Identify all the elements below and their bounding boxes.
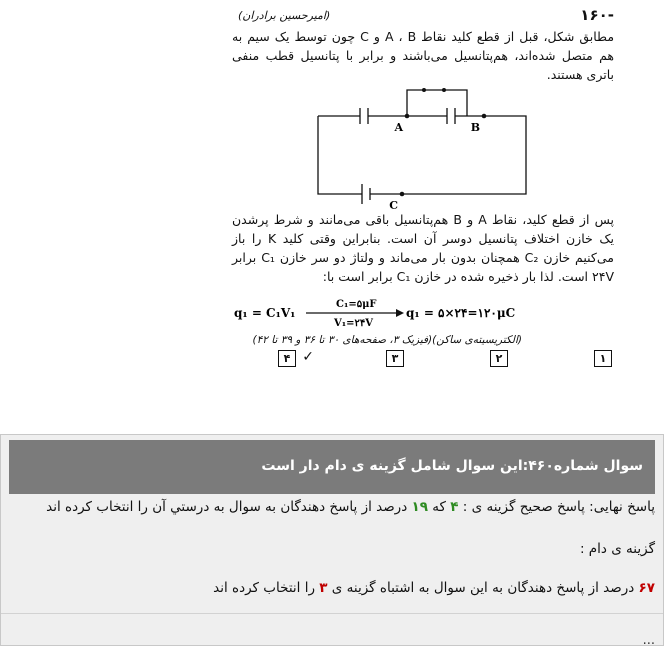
trap-option-label: گزینه ی دام :	[579, 541, 655, 557]
option-4-box: ۴	[278, 350, 296, 367]
option-3-box: ۳	[386, 350, 404, 367]
circuit-diagram	[312, 82, 532, 212]
source-reference: (الکتریسیته‌ی ساکن)(فیزیک ۳، صفحه‌های ۳۰ تا ۳۶ و ۳۹ تا ۴۲)	[252, 334, 522, 346]
trap-option-number: ۳	[319, 580, 328, 596]
node-c-dot	[400, 192, 405, 197]
formula-under: V₁=۲۴V	[334, 318, 374, 329]
final-answer-line	[46, 499, 655, 515]
solution-paragraph-1: مطابق شکل، قبل از قطع کلید نقاط A ، B و C چون توسط یک سیم به هم متصل شده‌اند، هم‌پتانسیل می‌باشند و برابر با پتانسیل قطب منفی باتری هستند.	[232, 29, 615, 82]
answer-options	[228, 350, 614, 370]
final-answer-tail: درصد از پاسخ دهندگان به سوال به درستي آن را انتخاب کرده اند	[46, 499, 412, 515]
question-number: -۱۶۰	[580, 6, 614, 24]
charge-formula	[232, 295, 516, 335]
formula-arrowhead	[396, 309, 404, 317]
correct-check-icon: ✓	[302, 349, 314, 365]
option-1-box: ۱	[594, 350, 612, 367]
node-a-label: A	[394, 121, 403, 134]
switch-contact-right	[442, 88, 446, 92]
solution-paragraph-2: پس از قطع کلید، نقاط A و B هم‌پتانسیل باقی می‌مانند و شرط پرشدن یک خازن اختلاف پتانسیل دوسر آن است. بنابراین وقتی کلید K را باز می‌کنیم خازن C₂ همچنان بدون بار می‌ماند و ولتاژ دو سر خازن C₁ برابر ۲۴V است. لذا بار ذخیره شده در خازن C₁ برابر است با:	[232, 212, 614, 284]
node-c-label: C	[389, 199, 398, 212]
node-a-dot	[405, 114, 410, 119]
trap-stat-line	[213, 580, 655, 596]
formula-over: C₁=۵μF	[336, 299, 377, 310]
panel-divider	[1, 613, 663, 614]
panel-header	[9, 440, 655, 494]
final-answer-connector: که	[427, 499, 451, 515]
trap-percent: ۶۷	[638, 580, 655, 596]
question-header	[228, 6, 614, 26]
correct-percent: ۱۹	[411, 499, 428, 515]
answer-stats-panel	[0, 434, 664, 646]
correct-option-number: ۴	[450, 499, 459, 515]
formula-left: q₁ = C₁V₁	[234, 306, 296, 320]
panel-title: سوال شماره۴۶۰:این سوال شامل گزینه ی دام دار است	[261, 458, 643, 474]
final-answer-text: پاسخ نهایی: پاسخ صحیح گزینه ی :	[458, 499, 655, 515]
trap-stat-tail: را انتخاب کرده اند	[213, 580, 320, 596]
switch-contact-left	[422, 88, 426, 92]
formula-right: q₁ = ۵×۲۴=۱۲۰μC	[406, 306, 516, 320]
truncated-text: ...	[642, 633, 655, 648]
question-author: (امیرحسین برادران)	[238, 9, 331, 22]
option-2-box: ۲	[490, 350, 508, 367]
trap-stat-text: درصد از پاسخ دهندگان به این سوال به اشتباه گزینه ی	[327, 580, 639, 596]
node-b-label: B	[470, 121, 480, 134]
node-b-dot	[482, 114, 487, 119]
